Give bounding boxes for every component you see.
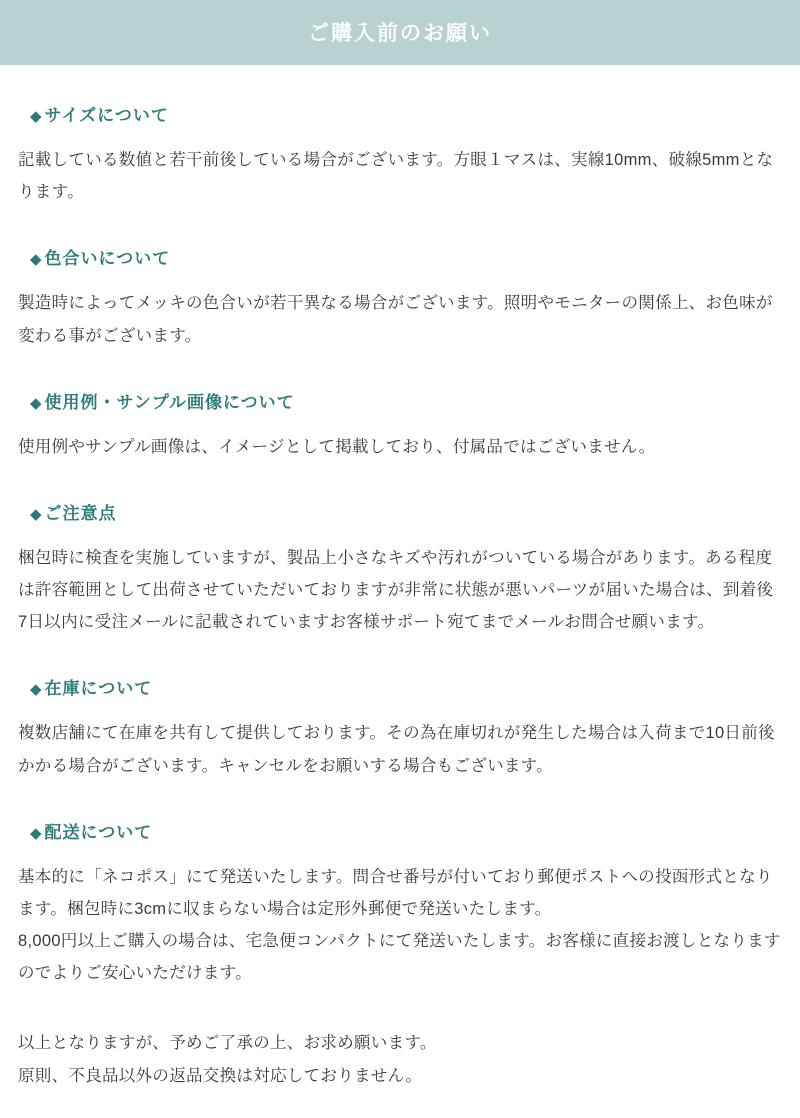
diamond-bullet-icon: ◆: [30, 394, 43, 412]
notice-content: [0, 101, 800, 1118]
page-title: ご購入前のお願い: [0, 0, 800, 65]
section-heading: [30, 388, 782, 413]
closing-note: [18, 1027, 782, 1091]
section-heading: [30, 674, 782, 699]
diamond-bullet-icon: ◆: [30, 824, 43, 842]
paragraph: 記載している数値と若干前後している場合がございます。方眼１マスは、実線10mm、破線5mmとなります。: [18, 151, 774, 202]
paragraph: 梱包時に検査を実施していますが、製品上小さなキズや汚れがついている場合があります。ある程度は許容範囲として出荷させていただいておりますが非常に状態が悪いパーツが届いた場合は、到着後7日以内に受注メールに記載されていますお客様サポート宛てまでメールお問合せ願います。: [18, 548, 774, 632]
section-heading-label: サイズについて: [44, 106, 169, 125]
section-body: [18, 144, 782, 208]
section-size: [18, 101, 782, 208]
section-stock: [18, 674, 782, 781]
paragraph: 複数店舗にて在庫を共有して提供しております。その為在庫切れが発生した場合は入荷まで10日前後かかる場合がございます。キャンセルをお願いする場合もございます。: [18, 724, 775, 775]
section-sample-images: [18, 388, 782, 463]
section-heading-label: 在庫について: [44, 679, 153, 699]
section-heading: [30, 818, 782, 843]
diamond-bullet-icon: ◆: [30, 681, 43, 699]
section-heading: [30, 101, 782, 126]
section-body: [18, 861, 782, 990]
bottom-spacer: [18, 1092, 782, 1118]
section-heading-label: ご注意点: [44, 503, 117, 523]
closing-line: 原則、不良品以外の返品交換は対応しておりません。: [18, 1066, 423, 1085]
diamond-bullet-icon: ◆: [30, 505, 43, 523]
section-body: [18, 431, 782, 463]
section-shipping: [18, 818, 782, 990]
paragraph: 8,000円以上ご購入の場合は、宅急便コンパクトにて発送いたします。お客様に直接お渡しとなりますのでよりご安心いただけます。: [18, 932, 781, 983]
section-heading-label: 使用例・サンプル画像について: [44, 392, 295, 412]
section-cautions: [18, 499, 782, 639]
paragraph: 製造時によってメッキの色合いが若干異なる場合がございます。照明やモニターの関係上、お色味が変わる事がございます。: [18, 294, 773, 345]
section-color: [18, 244, 782, 351]
section-body: [18, 542, 782, 639]
diamond-bullet-icon: ◆: [30, 251, 43, 269]
section-heading-label: 色合いについて: [44, 249, 171, 269]
section-body: [18, 717, 782, 781]
section-heading-label: 配送について: [44, 822, 153, 842]
section-heading: [30, 499, 782, 524]
paragraph: 使用例やサンプル画像は、イメージとして掲載しており、付属品ではございません。: [18, 437, 656, 456]
paragraph: 基本的に「ネコポス」にて発送いたします。問合せ番号が付いており郵便ポストへの投函形式となります。梱包時に3cmに収まらない場合は定形外郵便で発送いたします。: [18, 867, 773, 918]
section-body: [18, 287, 782, 351]
section-heading: [30, 244, 782, 269]
diamond-bullet-icon: ◆: [30, 108, 43, 125]
closing-line: 以上となりますが、予めご了承の上、お求め願います。: [18, 1034, 437, 1053]
